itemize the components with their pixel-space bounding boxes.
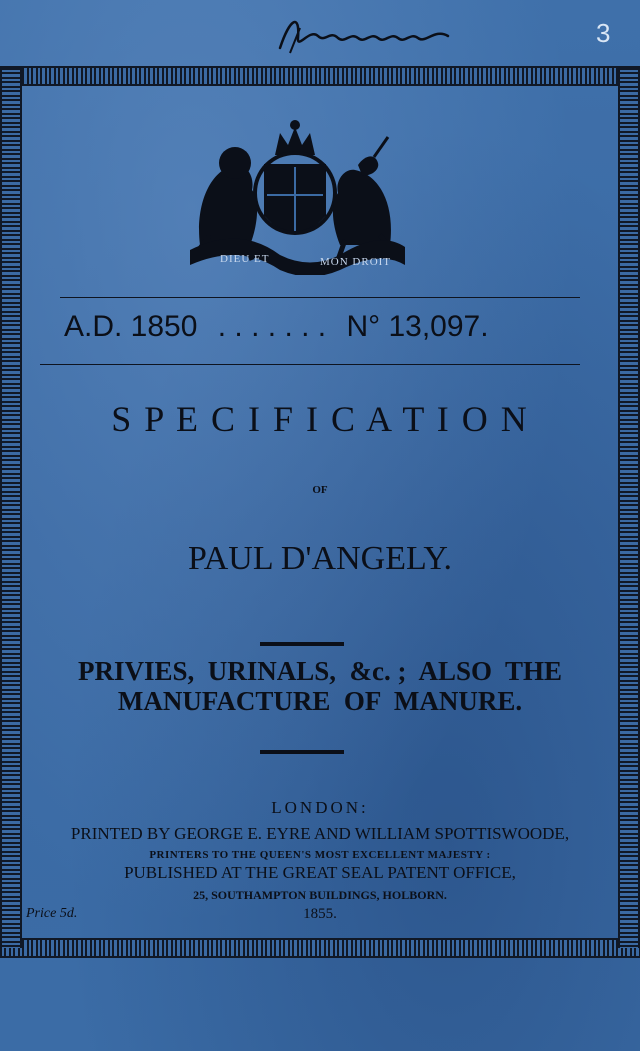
imprint-city: LONDON: bbox=[271, 798, 369, 817]
printers-to: PRINTERS TO THE QUEEN'S MOST EXCELLENT MAJESTY : bbox=[149, 849, 491, 861]
address: 25, SOUTHAMPTON BUILDINGS, HOLBORN. bbox=[193, 888, 447, 902]
price-label: Price 5d. bbox=[26, 906, 78, 921]
published-at: PUBLISHED AT THE GREAT SEAL PATENT OFFICE, bbox=[124, 863, 516, 882]
lower-rule bbox=[40, 364, 580, 365]
subject-line-2: MANUFACTURE OF MANURE. bbox=[117, 686, 523, 716]
top-border bbox=[0, 66, 640, 86]
upper-rule bbox=[60, 297, 580, 298]
of-label: OF bbox=[312, 484, 328, 496]
imprint-year: 1855. bbox=[303, 906, 337, 922]
specification-heading: S P E C I F I C A T I O N bbox=[111, 399, 529, 439]
subject-line-1: PRIVIES, URINALS, &c. ; ALSO THE bbox=[77, 656, 563, 686]
handwritten-signature bbox=[270, 8, 460, 58]
dot-leader: . . . . . . . bbox=[217, 310, 327, 343]
divider-top bbox=[260, 642, 344, 646]
year-label: A.D. 1850 bbox=[64, 310, 198, 343]
invention-subject bbox=[0, 656, 640, 716]
inventor-name: PAUL D'ANGELY. bbox=[187, 540, 453, 577]
corner-mark: 3 bbox=[596, 18, 611, 48]
motto-left: DIEU ET bbox=[220, 253, 270, 265]
royal-coat-of-arms-icon bbox=[180, 115, 410, 275]
bottom-border bbox=[0, 938, 640, 958]
patent-number: N° 13,097. bbox=[346, 310, 489, 343]
divider-bottom bbox=[260, 750, 344, 754]
motto-right: MON DROIT bbox=[320, 256, 392, 268]
title-line bbox=[64, 310, 584, 344]
printed-by: PRINTED BY GEORGE E. EYRE AND WILLIAM SPOTTISWOODE, bbox=[70, 824, 570, 843]
